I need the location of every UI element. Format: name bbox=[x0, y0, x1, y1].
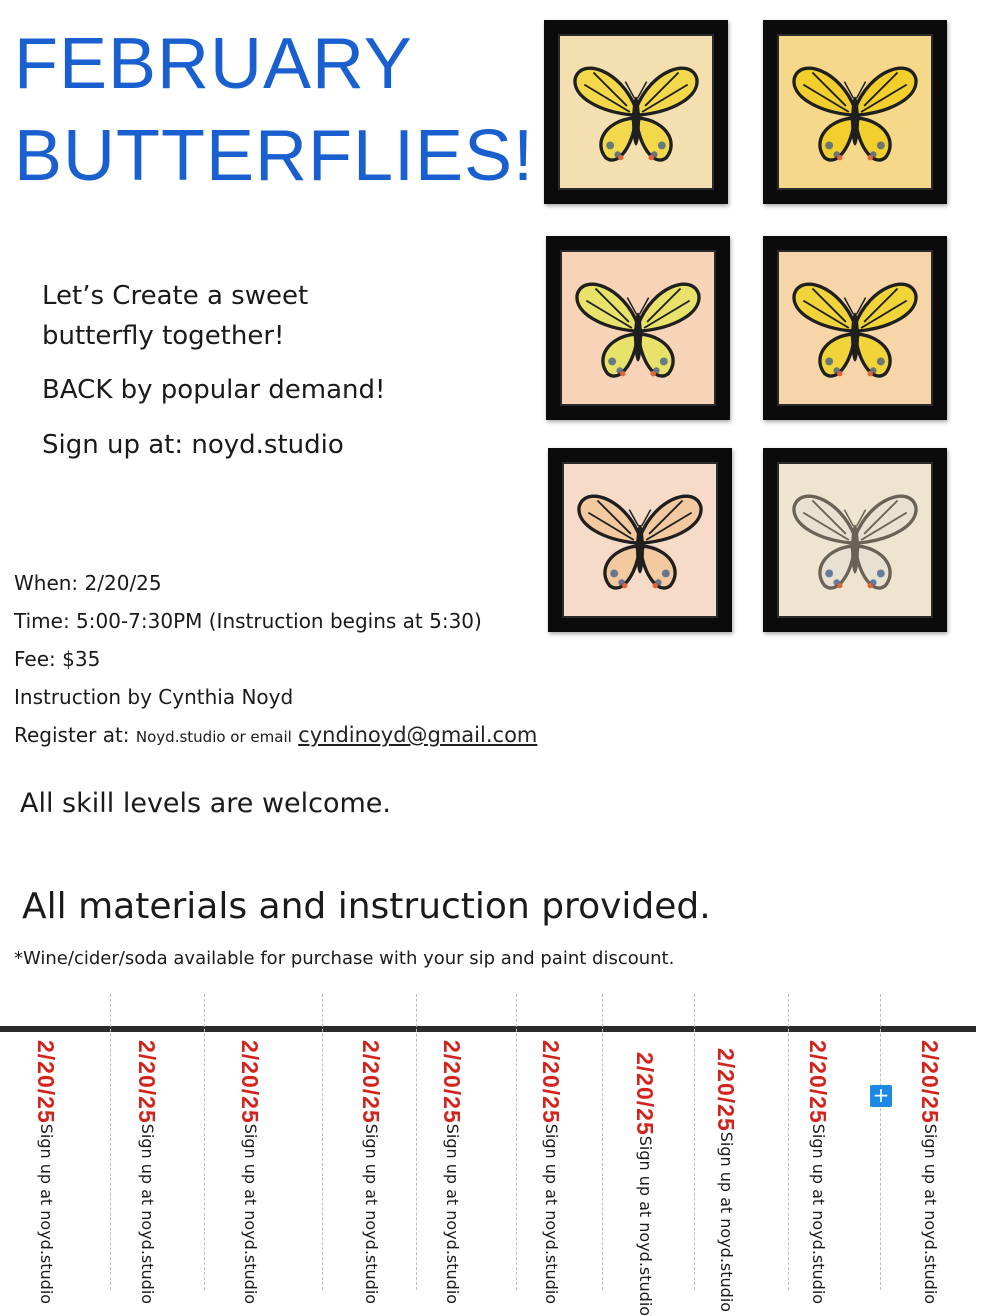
promo-line-1: Let’s Create a sweet bbox=[42, 281, 309, 311]
tab-signup: Sign up at noyd.studio bbox=[809, 1123, 828, 1305]
materials-note: All materials and instruction provided. bbox=[22, 886, 711, 927]
butterfly-painting-1 bbox=[544, 20, 728, 204]
butterfly-icon bbox=[564, 464, 716, 616]
tab-signup: Sign up at noyd.studio bbox=[362, 1123, 381, 1305]
tab-date: 2/20/25 bbox=[632, 1052, 658, 1136]
tear-off-line bbox=[0, 1026, 976, 1032]
butterfly-icon bbox=[779, 252, 931, 404]
tab-text bbox=[236, 1040, 263, 1304]
tear-off-tab[interactable] bbox=[236, 1040, 316, 1305]
tear-off-tab[interactable] bbox=[438, 1040, 518, 1305]
painting-canvas bbox=[779, 252, 931, 404]
painting-canvas bbox=[560, 36, 712, 188]
painting-canvas bbox=[564, 464, 716, 616]
tab-text bbox=[357, 1040, 384, 1304]
tab-date: 2/20/25 bbox=[33, 1040, 59, 1124]
tab-signup: Sign up at noyd.studio bbox=[443, 1123, 462, 1305]
tab-signup: Sign up at noyd.studio bbox=[138, 1123, 157, 1305]
butterfly-painting-2 bbox=[763, 20, 947, 204]
tab-date: 2/20/25 bbox=[917, 1040, 943, 1124]
tab-signup: Sign up at noyd.studio bbox=[921, 1123, 940, 1305]
tab-text bbox=[438, 1040, 465, 1304]
butterfly-painting-4 bbox=[763, 236, 947, 420]
drinks-footnote: *Wine/cider/soda available for purchase with your sip and paint discount. bbox=[14, 948, 675, 969]
tab-signup: Sign up at noyd.studio bbox=[636, 1135, 655, 1316]
butterfly-icon bbox=[562, 252, 714, 404]
tab-signup: Sign up at noyd.studio bbox=[542, 1123, 561, 1305]
flyer-title bbox=[14, 18, 534, 202]
tab-text bbox=[804, 1040, 831, 1304]
tab-date: 2/20/25 bbox=[358, 1040, 384, 1124]
painting-canvas bbox=[779, 36, 931, 188]
register-small-text: Noyd.studio or email bbox=[135, 728, 292, 746]
tab-signup: Sign up at noyd.studio bbox=[241, 1123, 260, 1305]
tear-off-tab[interactable] bbox=[32, 1040, 112, 1305]
event-fee: Fee: $35 bbox=[14, 647, 101, 671]
skill-level-note: All skill levels are welcome. bbox=[20, 788, 391, 819]
add-button[interactable]: + bbox=[870, 1085, 892, 1107]
event-instructor: Instruction by Cynthia Noyd bbox=[14, 685, 294, 709]
tab-divider bbox=[322, 994, 323, 1290]
tab-date: 2/20/25 bbox=[134, 1040, 160, 1124]
tab-date: 2/20/25 bbox=[439, 1040, 465, 1124]
tab-date: 2/20/25 bbox=[237, 1040, 263, 1124]
register-row bbox=[14, 716, 574, 754]
register-label: Register at: bbox=[14, 723, 130, 747]
promo-line-4: Sign up at: noyd.studio bbox=[42, 430, 344, 460]
tab-text bbox=[712, 1048, 739, 1312]
painting-canvas bbox=[779, 464, 931, 616]
butterfly-painting-6 bbox=[763, 448, 947, 632]
tear-off-tab[interactable] bbox=[804, 1040, 884, 1305]
tab-signup: Sign up at noyd.studio bbox=[37, 1123, 56, 1305]
tab-signup: Sign up at noyd.studio bbox=[717, 1131, 736, 1313]
butterfly-icon bbox=[779, 36, 931, 188]
title-line-2: BUTTERFLIES! bbox=[14, 116, 535, 196]
tab-text bbox=[133, 1040, 160, 1304]
event-time: Time: 5:00-7:30PM (Instruction begins at 5:30) bbox=[14, 609, 482, 633]
tear-off-tab[interactable] bbox=[631, 1052, 711, 1316]
tab-date: 2/20/25 bbox=[713, 1048, 739, 1132]
tear-off-tab[interactable] bbox=[916, 1040, 996, 1305]
event-date: When: 2/20/25 bbox=[14, 571, 162, 595]
tab-text bbox=[631, 1052, 658, 1316]
email-link[interactable]: cyndinoyd@gmail.com bbox=[298, 723, 538, 747]
painting-canvas bbox=[562, 252, 714, 404]
promo-text bbox=[42, 276, 492, 465]
event-details bbox=[14, 564, 574, 754]
tear-off-tab[interactable] bbox=[712, 1048, 792, 1313]
promo-line-3: BACK by popular demand! bbox=[42, 375, 386, 405]
butterfly-painting-3 bbox=[546, 236, 730, 420]
butterfly-painting-5 bbox=[548, 448, 732, 632]
butterfly-icon bbox=[560, 36, 712, 188]
tab-text bbox=[537, 1040, 564, 1304]
butterfly-icon bbox=[779, 464, 931, 616]
tab-date: 2/20/25 bbox=[805, 1040, 831, 1124]
tab-text bbox=[32, 1040, 59, 1304]
tear-off-tab[interactable] bbox=[357, 1040, 437, 1305]
tear-off-tab[interactable] bbox=[537, 1040, 617, 1305]
title-line-1: FEBRUARY bbox=[14, 24, 413, 104]
tab-text bbox=[916, 1040, 943, 1304]
tab-date: 2/20/25 bbox=[538, 1040, 564, 1124]
tear-off-tab[interactable] bbox=[133, 1040, 213, 1305]
promo-line-2: butterfly together! bbox=[42, 321, 285, 351]
